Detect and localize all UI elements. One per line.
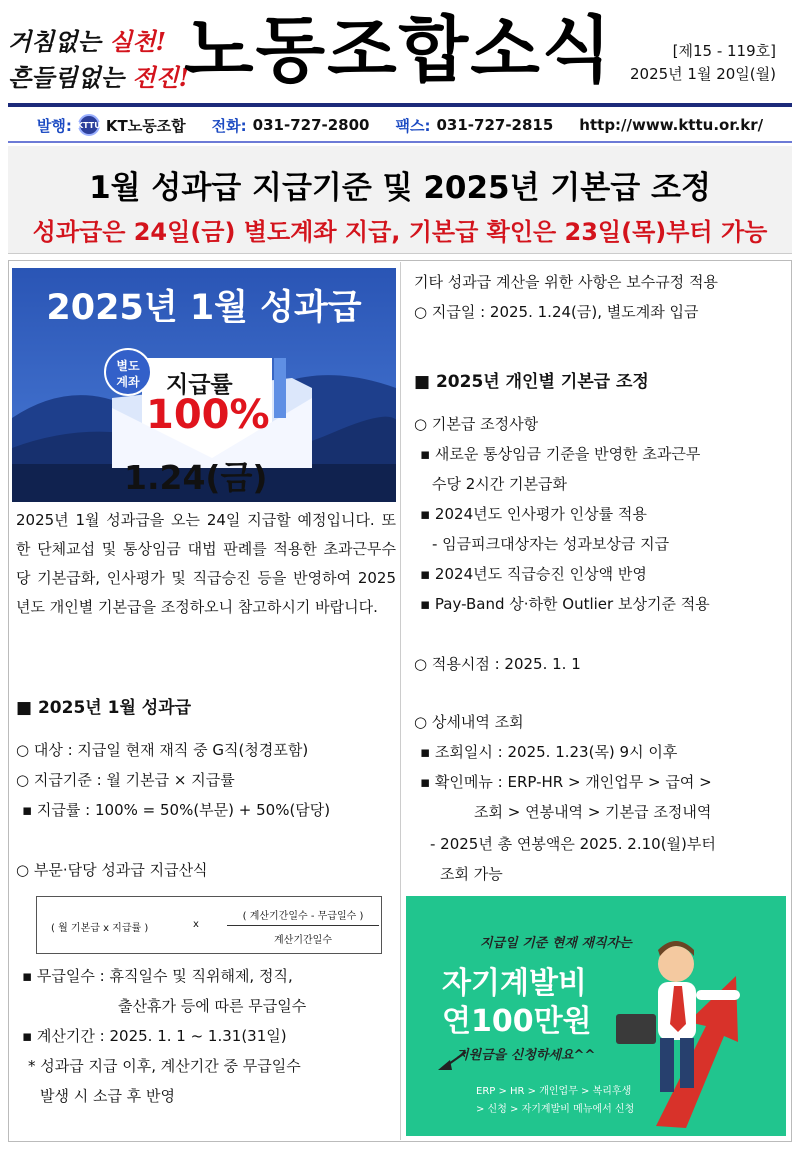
unpaid-days-cont: 출산휴가 등에 따른 무급일수 — [118, 997, 307, 1015]
other-rules: 기타 성과급 계산을 위한 사항은 보수규정 적용 — [414, 273, 718, 291]
banner-rate-label: 지급률 — [166, 372, 233, 398]
adjust-item-1-cont: 수당 2시간 기본급화 — [432, 475, 568, 493]
promo-eligibility: 지급일 기준 현재 재직자는 — [480, 936, 632, 951]
annual-salary-note: - 2025년 총 연봉액은 2025. 2.10(월)부터 — [430, 835, 716, 853]
banner-date: 1.24(금) — [124, 458, 268, 497]
retro-note: * 성과급 지급 이후, 계산기간 중 무급일수 — [28, 1057, 301, 1075]
self-development-promo — [406, 896, 786, 1136]
adjust-item-3: ▪ 2024년도 직급승진 인상액 반영 — [420, 565, 647, 583]
details-heading: ○ 상세내역 조회 — [414, 713, 524, 731]
subheadline: 성과급은 24일(금) 별도계좌 지급, 기본급 확인은 23일(목)부터 가능 — [32, 218, 768, 246]
newsletter-title: 노동조합소식 — [184, 8, 614, 92]
formula-numerator: ( 계산기간일수 - 무급일수 ) — [242, 911, 364, 922]
separate-account-badge — [104, 348, 152, 396]
publisher-name: KT노동조합 — [105, 116, 186, 135]
union-logo-icon: KTTU — [78, 114, 100, 136]
payment-date: ○ 지급일 : 2025. 1.24(금), 별도계좌 입금 — [414, 303, 699, 321]
headline: 1월 성과급 지급기준 및 2025년 기본급 조정 — [89, 170, 711, 206]
promo-path-1: ERP > HR > 개인업무 > 복리후생 — [476, 1086, 632, 1097]
publisher-label: 발행: — [36, 116, 72, 135]
intro-paragraph: 2025년 1월 성과급을 오는 24일 지급할 예정입니다. 또한 단체교섭 및 통상임금 대법 판례를 적용한 초과근무수당 기본급화, 인사평가 및 직급승진 등을 반영하여 2025년도 개인별 기본급을 조정하오니 참고하시기 바랍니다. — [16, 511, 396, 616]
menu-path: ▪ 확인메뉴 : ERP-HR > 개인업무 > 급여 > — [420, 773, 712, 791]
headline-box — [8, 146, 792, 254]
formula-denominator: 계산기간일수 — [274, 935, 332, 946]
menu-path-cont: 조회 > 연봉내역 > 기본급 조정내역 — [474, 803, 712, 821]
phone-number: 031-727-2800 — [252, 116, 370, 134]
publisher-rule — [8, 141, 792, 143]
issue-date: 2025년 1월 20일(월) — [629, 65, 776, 83]
phone-label: 전화: — [211, 116, 247, 135]
bonus-rate: ▪ 지급률 : 100% = 50%(부문) + 50%(담당) — [22, 801, 331, 819]
effective-date: ○ 적용시점 : 2025. 1. 1 — [414, 655, 581, 673]
column-divider — [400, 262, 401, 1140]
issue-info — [630, 40, 776, 86]
promo-amount: 연100만원 — [442, 1004, 592, 1039]
slogan-2-text: 흔들림없는 — [8, 63, 133, 92]
banner-rate: 100% — [146, 392, 270, 438]
slogan-line-2 — [8, 58, 189, 93]
calc-period: ▪ 계산기간 : 2025. 1. 1 ~ 1.31(31일) — [22, 1027, 287, 1045]
banner-title: 2025년 1월 성과급 — [46, 288, 362, 328]
slogan-line-1 — [8, 22, 166, 57]
formula-times: x — [193, 919, 199, 930]
annual-salary-note-cont: 조회 가능 — [440, 865, 503, 883]
bonus-formula — [36, 896, 382, 954]
promo-path-2: > 신청 > 자기계발비 메뉴에서 신청 — [476, 1104, 635, 1115]
adjust-item-2-sub: - 임금피크대상자는 성과보상금 지급 — [432, 535, 670, 553]
adjust-item-1: ▪ 새로운 통상임금 기준을 반영한 초과근무 — [420, 445, 701, 463]
badge-text: 별도 계좌 — [116, 359, 140, 389]
adjust-items-heading: ○ 기본급 조정사항 — [414, 415, 539, 433]
masthead — [0, 0, 800, 106]
promo-title: 자기계발비 — [442, 966, 587, 1001]
slogan-1-accent: 실천! — [109, 27, 166, 56]
fax-label: 팩스: — [395, 116, 431, 135]
slogan-2-accent: 전진! — [132, 63, 190, 92]
formula-fraction-bar — [227, 925, 379, 926]
promo-apply-text: 지원금을 신청하세요^^ — [456, 1048, 596, 1063]
bonus-formula-heading: ○ 부문·담당 성과급 지급산식 — [16, 861, 208, 879]
adjust-item-4: ▪ Pay-Band 상·하한 Outlier 보상기준 적용 — [420, 595, 710, 613]
section-title-bonus: ■ 2025년 1월 성과급 — [16, 698, 192, 718]
issue-number: [제15 - 119호] — [672, 42, 776, 60]
section-title-base-pay: ■ 2025년 개인별 기본급 조정 — [414, 372, 649, 392]
publisher-bar — [0, 111, 800, 139]
bonus-criteria: ○ 지급기준 : 월 기본급 × 지급률 — [16, 771, 235, 789]
adjust-item-2: ▪ 2024년도 인사평가 인상률 적용 — [420, 505, 647, 523]
fax-number: 031-727-2815 — [436, 116, 554, 134]
website-link[interactable]: http://www.kttu.or.kr/ — [579, 116, 764, 134]
formula-lhs: ( 월 기본급 x 지급률 ) — [51, 923, 149, 934]
inquiry-date: ▪ 조회일시 : 2025. 1.23(목) 9시 이후 — [420, 743, 678, 761]
retro-note-cont: 발생 시 소급 후 반영 — [40, 1087, 175, 1105]
unpaid-days: ▪ 무급일수 : 휴직일수 및 직위해제, 정직, — [22, 967, 293, 985]
header-rule — [8, 103, 792, 107]
bonus-target: ○ 대상 : 지급일 현재 재직 중 G직(청경포함) — [16, 741, 309, 759]
slogan-1-text: 거침없는 — [8, 27, 110, 56]
